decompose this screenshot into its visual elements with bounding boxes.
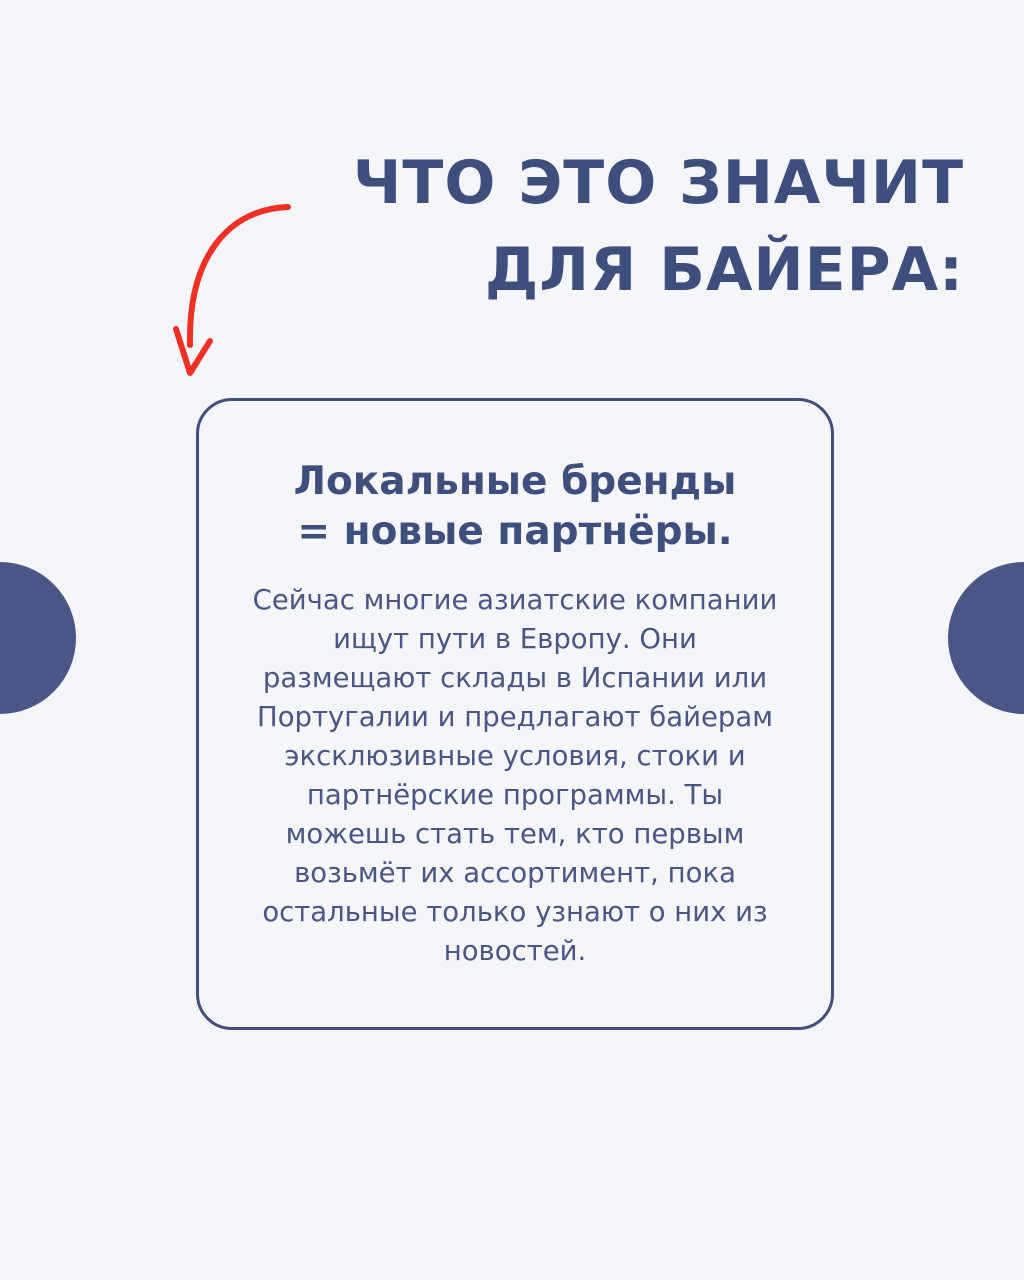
decorative-circle-left <box>0 562 76 714</box>
decorative-circle-right <box>948 562 1024 714</box>
info-card <box>196 398 834 1030</box>
card-title-line-1: Локальные бренды <box>293 459 737 504</box>
card-title-line-2: = новые партнёры. <box>297 508 733 554</box>
curved-arrow-icon <box>170 195 300 405</box>
page-title <box>0 140 964 314</box>
page-title-line-2: ДЛЯ БАЙЕРА: <box>484 235 964 305</box>
page-title-line-1: ЧТО ЭТО ЗНАЧИТ <box>352 148 964 218</box>
card-body-text: Сейчас многие азиатские компании ищут пути в Европу. Они размещают склады в Испании или Португалии и предлагают байерам эксклюзивные условия, стоки и партнёрские программы. Ты можешь стать тем, кто первым возьмёт их ассортимент, пока остальные только узнают о них из новостей. <box>252 583 778 968</box>
card-title <box>251 457 779 557</box>
